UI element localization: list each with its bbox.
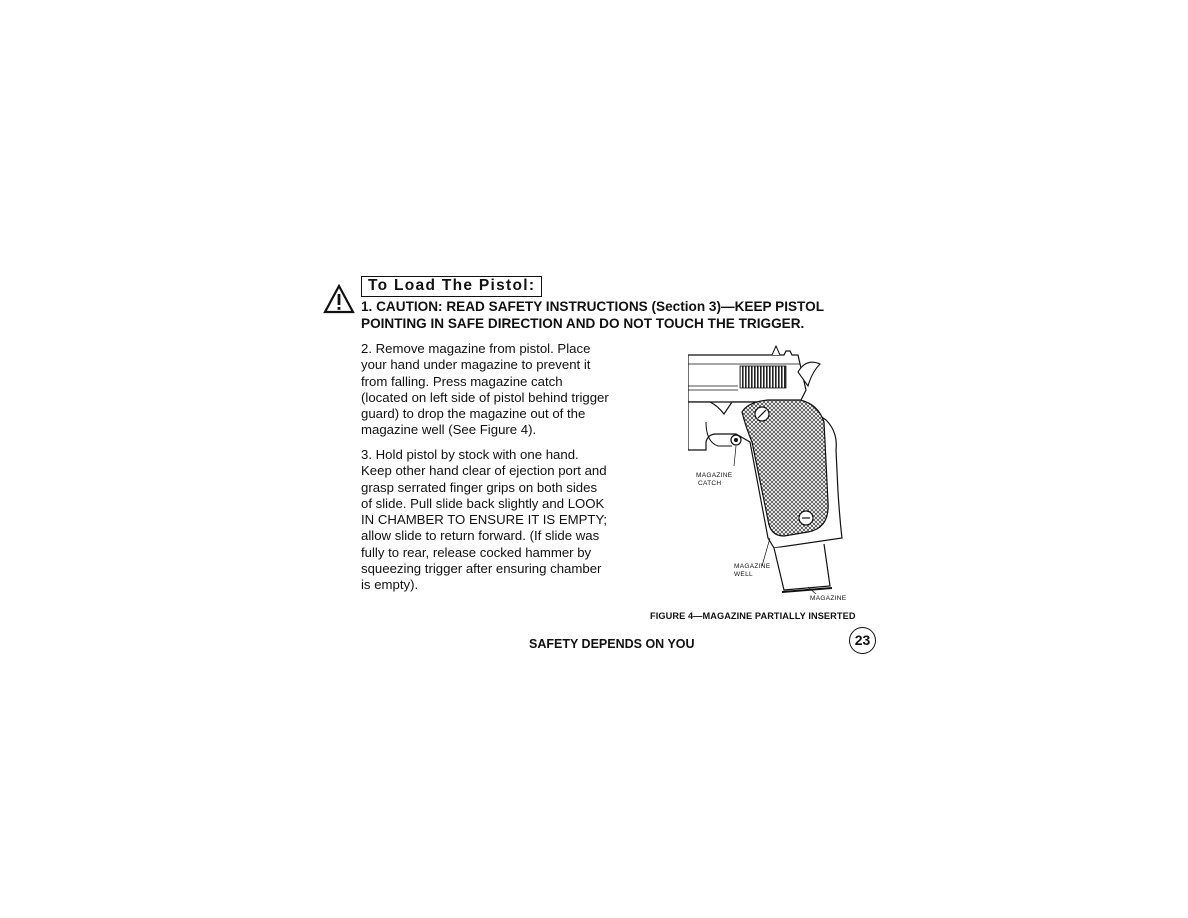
pistol-illustration <box>688 342 884 604</box>
step-2-paragraph <box>361 341 651 439</box>
footer-text: SAFETY DEPENDS ON YOU <box>529 637 695 651</box>
text-line: grasp serrated finger grips on both sides <box>361 479 598 495</box>
text-line: IN CHAMBER TO ENSURE IT IS EMPTY; <box>361 512 608 528</box>
text-line: of slide. Pull slide back slightly and LOOK <box>361 495 605 511</box>
magazine-well-label: WELL <box>734 571 753 578</box>
text-line: is empty). <box>361 577 419 593</box>
text-line: 3. Hold pistol by stock with one hand. <box>361 447 579 462</box>
magazine-catch-label: MAGAZINE <box>696 472 733 479</box>
text-line: guard) to drop the magazine out of the <box>361 406 586 422</box>
caution-line: POINTING IN SAFE DIRECTION AND DO NOT TOUCH THE TRIGGER. <box>361 316 805 331</box>
text-line: 2. Remove magazine from pistol. Place <box>361 341 591 356</box>
warning-triangle-icon <box>323 284 355 314</box>
text-line: (located on left side of pistol behind trigger <box>361 389 609 405</box>
caution-line: 1. CAUTION: READ SAFETY INSTRUCTIONS (Section 3)—KEEP PISTOL <box>361 299 824 314</box>
step-3-paragraph <box>361 447 651 594</box>
magazine-catch-label: CATCH <box>698 480 722 487</box>
caution-instruction <box>361 298 891 332</box>
text-line: Keep other hand clear of ejection port and <box>361 463 607 479</box>
text-line: squeezing trigger after ensuring chamber <box>361 561 602 577</box>
section-heading: To Load The Pistol: <box>361 276 542 297</box>
figure-caption: FIGURE 4—MAGAZINE PARTIALLY INSERTED <box>650 611 856 621</box>
text-line: allow slide to return forward. (If slide was <box>361 528 600 544</box>
page-number: 23 <box>849 627 876 654</box>
magazine-well-label: MAGAZINE <box>734 563 771 570</box>
magazine-label: MAGAZINE <box>810 595 847 602</box>
text-line: fully to rear, release cocked hammer by <box>361 544 592 560</box>
text-line: magazine well (See Figure 4). <box>361 422 537 438</box>
text-line: from falling. Press magazine catch <box>361 373 563 389</box>
text-line: your hand under magazine to prevent it <box>361 357 591 373</box>
